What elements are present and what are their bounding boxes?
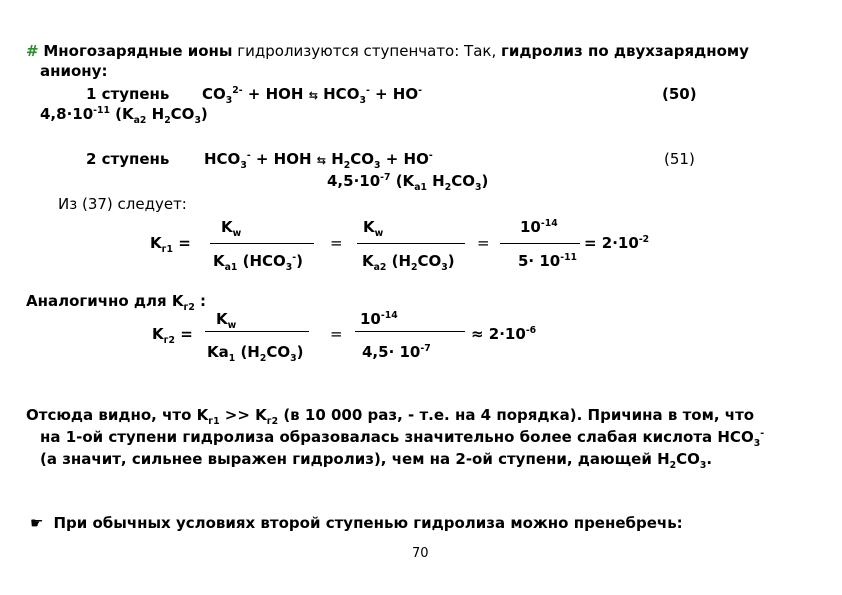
hash-bullet-icon: # [26, 42, 39, 60]
conclusion-line-3: (а значит, сильнее выражен гидролиз), чем на 2-ой ступени, дающей $H_2CO_3$. [40, 450, 713, 471]
eq1-equals-2: = [477, 234, 490, 252]
eq2-f2-denominator: $4,5\cdot 10^{-7}$ [362, 343, 431, 361]
conclusion-line-2: на 1-ой ступени гидролиза образовалась значительно более слабая кислота $HCO_3^-$ [40, 428, 765, 449]
step1-equation: $CO_3^{2-}$ + HOH ⇆ $HCO_3^- + HO^-$ [202, 85, 422, 106]
eq1-f3-numerator: $10^{-14}$ [520, 218, 558, 236]
intro-bold-1: Многозарядные ионы [43, 42, 233, 60]
eq1-f2-numerator: $K_w$ [363, 218, 384, 239]
eq2-lhs: $K_{г2}$ = [152, 325, 193, 346]
eq1-lhs: $K_{г1}$ = [150, 234, 191, 255]
conclusion-line-1: Отсюда видно, что $K_{г1} >> K_{г2}$ (в 10 000 раз, - т.е. на 4 порядка). Причина в том, что [26, 406, 755, 427]
eq2-f1-numerator: $K_w$ [216, 310, 237, 331]
fraction-line [205, 331, 309, 332]
note-line [30, 515, 683, 532]
step1-number: (50) [662, 85, 697, 103]
step2-number: (51) [664, 150, 695, 168]
eq1-f1-denominator: $K_{a1}$ $(HCO_3^-)$ [213, 252, 303, 273]
analog-text: Аналогично для $K_{г2}$ : [26, 292, 207, 313]
eq1-result: = $2\cdot 10^{-2}$ [584, 234, 650, 252]
equilibrium-arrow-icon: ⇆ [316, 154, 326, 167]
step1-constant: $4,8\cdot 10^{-11}$ ($K_{a2}$ $H_2CO_3$) [40, 105, 208, 126]
intro-line-1 [26, 43, 749, 60]
eq1-f1-numerator: $K_w$ [221, 218, 242, 239]
step2-equation: $HCO_3^-$ + HOH ⇆ $H_2CO_3 + HO^-$ [204, 150, 433, 171]
eq2-f1-denominator: $Ka_1$ $(H_2CO_3)$ [207, 343, 304, 364]
eq1-f3-denominator: $5\cdot 10^{-11}$ [518, 252, 578, 270]
eq1-equals-1: = [330, 234, 343, 252]
eq2-approx-result: ≈ $2\cdot 10^{-6}$ [471, 325, 537, 343]
step2-constant: $4,5\cdot 10^{-7}$ ($K_{a1}$ $H_2CO_3$) [327, 172, 489, 193]
fraction-line [355, 331, 465, 332]
step1-label: 1 ступень [86, 85, 170, 103]
intro-plain: гидролизуются ступенчато: Так, [232, 42, 502, 60]
pointing-hand-icon: ☛ [30, 514, 44, 532]
intro-line-2: аниону: [40, 62, 108, 80]
fraction-line [210, 243, 314, 244]
eq2-equals: = [330, 325, 343, 343]
eq2-f2-numerator: $10^{-14}$ [360, 310, 398, 328]
intro-bold-2: гидролиз по двухзарядному [501, 42, 749, 60]
eq1-f2-denominator: $K_{a2}$ $(H_2CO_3)$ [362, 252, 455, 273]
from-37-text: Из (37) следует: [58, 195, 187, 213]
fraction-line [357, 243, 465, 244]
equilibrium-arrow-icon: ⇆ [308, 89, 318, 102]
step2-label: 2 ступень [86, 150, 170, 168]
fraction-line [500, 243, 580, 244]
page-number: 70 [412, 546, 429, 561]
note-text: При обычных условиях второй ступенью гидролиза можно пренебречь: [53, 514, 683, 532]
